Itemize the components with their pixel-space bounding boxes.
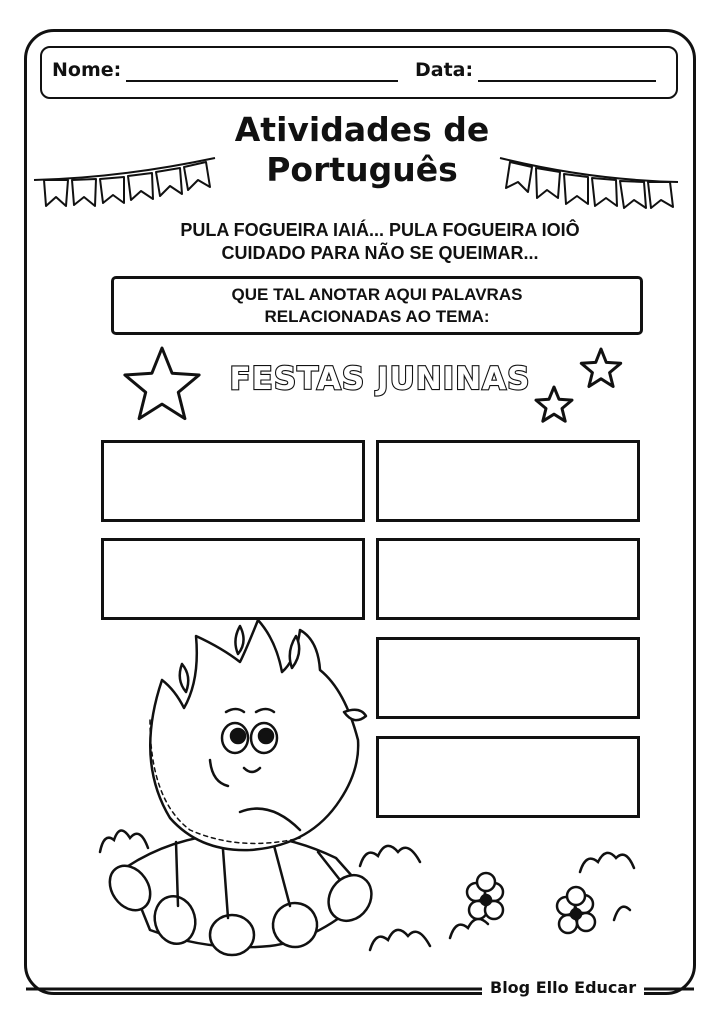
theme-title: FESTAS JUNINAS	[229, 361, 531, 397]
instruction-line1: QUE TAL ANOTAR AQUI PALAVRAS	[231, 284, 523, 304]
page-title-line2: Português	[266, 150, 458, 189]
star-icon	[536, 387, 572, 421]
bunting-left-icon	[34, 158, 215, 206]
footer-credit: Blog Ello Educar	[482, 978, 644, 997]
lyric-line1: PULA FOGUEIRA IAIÁ... PULA FOGUEIRA IOIÔ	[180, 220, 580, 240]
page-title-line1: Atividades de	[234, 110, 490, 149]
star-icon	[125, 348, 199, 419]
answer-box-1[interactable]	[101, 440, 365, 522]
answer-box-6[interactable]	[376, 736, 640, 818]
star-icon	[581, 349, 620, 387]
flower-icon	[557, 887, 595, 933]
name-label: Nome:	[52, 59, 122, 81]
answer-box-2[interactable]	[376, 440, 640, 522]
answer-box-3[interactable]	[101, 538, 365, 620]
instruction-line2: RELACIONADAS AO TEMA:	[264, 306, 490, 326]
answer-box-4[interactable]	[376, 538, 640, 620]
flower-icon	[467, 873, 503, 919]
bunting-right-icon	[500, 158, 678, 208]
date-label: Data:	[415, 59, 474, 81]
lyric-line2: CUIDADO PARA NÃO SE QUEIMAR...	[221, 243, 539, 263]
answer-box-5[interactable]	[376, 637, 640, 719]
campfire-icon	[101, 620, 380, 955]
